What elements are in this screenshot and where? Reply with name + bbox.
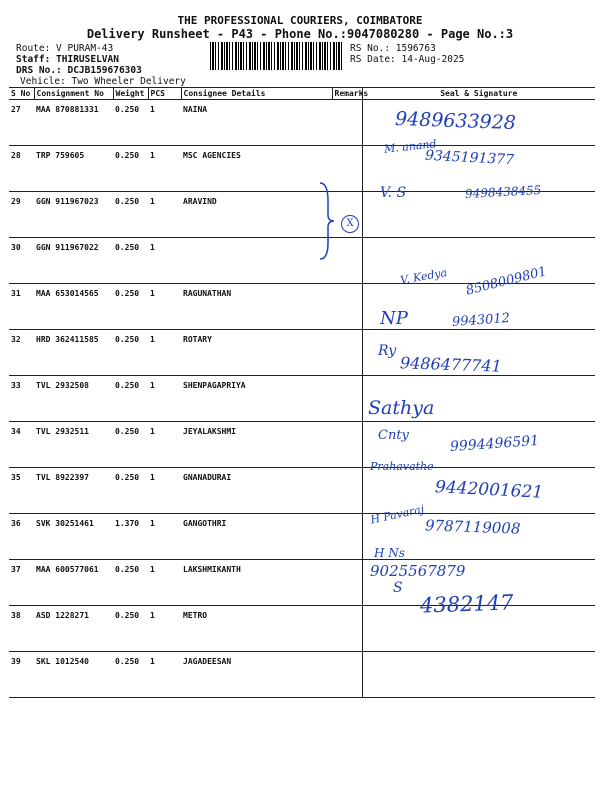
table-row bbox=[9, 652, 595, 698]
cell-pcs: 1 bbox=[148, 146, 181, 192]
cell-consignment: TVL 2932511 bbox=[34, 422, 113, 468]
cell-consignee: ROTARY bbox=[181, 330, 332, 376]
cell-remarks bbox=[332, 330, 362, 376]
cell-pcs: 1 bbox=[148, 468, 181, 514]
cell-pcs: 1 bbox=[148, 514, 181, 560]
handwritten-initial-39: S bbox=[393, 580, 403, 596]
handwritten-phone-38: 9025567879 bbox=[370, 562, 466, 580]
cell-remarks bbox=[332, 146, 362, 192]
table-row bbox=[9, 330, 595, 376]
cell-signature bbox=[362, 652, 595, 698]
cell-weight: 0.250 bbox=[113, 330, 148, 376]
company-title: THE PROFESSIONAL COURIERS, COIMBATORE bbox=[177, 14, 423, 27]
cell-signature bbox=[362, 238, 595, 284]
cell-remarks bbox=[332, 606, 362, 652]
staff-label: Staff: THIRUSELVAN bbox=[16, 54, 119, 65]
vehicle-label: Vehicle: Two Wheeler Delivery bbox=[20, 76, 186, 87]
cell-pcs: 1 bbox=[148, 560, 181, 606]
handwritten-phone-29: 9498438455 bbox=[464, 183, 542, 201]
cell-remarks bbox=[332, 422, 362, 468]
drs-number: DRS No.: DCJB159676303 bbox=[16, 65, 142, 76]
handwritten-phone-27: 9489633928 bbox=[394, 107, 517, 135]
cell-consignee: JEYALAKSHMI bbox=[181, 422, 332, 468]
cell-consignment: TVL 8922397 bbox=[34, 468, 113, 514]
handwritten-phone-37: 9787119008 bbox=[424, 516, 521, 538]
handwritten-initial-35: Cnty bbox=[378, 428, 409, 443]
handwritten-phone-35: 9994496591 bbox=[449, 432, 540, 456]
handwritten-name-37: H Pavaraj bbox=[369, 502, 426, 527]
remark-cross-mark: X bbox=[341, 215, 359, 233]
rs-date: RS Date: 14-Aug-2025 bbox=[350, 54, 465, 65]
cell-remarks bbox=[332, 284, 362, 330]
handwritten-phone-33: 9486477741 bbox=[399, 353, 503, 376]
handwritten-name-28: M. anand bbox=[383, 137, 438, 156]
handwritten-initial-38: H Ns bbox=[374, 546, 405, 560]
cell-remarks bbox=[332, 238, 362, 284]
cell-weight: 0.250 bbox=[113, 422, 148, 468]
bracket-mark bbox=[318, 181, 336, 261]
cell-consignee: GNANADURAI bbox=[181, 468, 332, 514]
handwritten-phone-36: 9442001621 bbox=[434, 477, 544, 503]
cell-pcs: 1 bbox=[148, 606, 181, 652]
cell-weight: 0.250 bbox=[113, 192, 148, 238]
cell-consignee bbox=[181, 238, 332, 284]
cell-sno: 39 bbox=[9, 652, 34, 698]
cell-weight: 0.250 bbox=[113, 468, 148, 514]
col-sno: S No bbox=[9, 88, 34, 100]
handwritten-number-39: 4382147 bbox=[419, 590, 514, 618]
cell-weight: 0.250 bbox=[113, 376, 148, 422]
table-header-row bbox=[9, 88, 595, 100]
cell-consignee: ARAVIND bbox=[181, 192, 332, 238]
cell-consignee: RAGUNATHAN bbox=[181, 284, 332, 330]
cell-sno: 36 bbox=[9, 514, 34, 560]
col-consignee: Consignee Details bbox=[181, 88, 332, 100]
cell-sno: 37 bbox=[9, 560, 34, 606]
col-pcs: PCS bbox=[148, 88, 181, 100]
cell-weight: 0.250 bbox=[113, 606, 148, 652]
cell-sno: 30 bbox=[9, 238, 34, 284]
cell-consignee: NAINA bbox=[181, 100, 332, 146]
handwritten-name-36: Prahavathe bbox=[370, 460, 434, 473]
cell-pcs: 1 bbox=[148, 376, 181, 422]
cell-remarks bbox=[332, 100, 362, 146]
cell-sno: 32 bbox=[9, 330, 34, 376]
cell-consignment: TVL 2932508 bbox=[34, 376, 113, 422]
cell-consignment: SVK 30251461 bbox=[34, 514, 113, 560]
cell-remarks bbox=[332, 468, 362, 514]
handwritten-phone-32: 9943012 bbox=[451, 310, 511, 331]
handwritten-initial-33: Ry bbox=[378, 343, 397, 359]
cell-consignee: GANGOTHRI bbox=[181, 514, 332, 560]
cell-sno: 29 bbox=[9, 192, 34, 238]
handwritten-initial-32: NP bbox=[380, 308, 408, 329]
cell-consignee: SHENPAGAPRIYA bbox=[181, 376, 332, 422]
cell-sno: 33 bbox=[9, 376, 34, 422]
handwritten-phone-31: 8508009801 bbox=[464, 264, 549, 299]
cell-consignment: HRD 362411585 bbox=[34, 330, 113, 376]
cell-pcs: 1 bbox=[148, 192, 181, 238]
rs-number: RS No.: 1596763 bbox=[350, 43, 436, 54]
cell-weight: 0.250 bbox=[113, 560, 148, 606]
cell-remarks bbox=[332, 514, 362, 560]
cell-consignee: JAGADEESAN bbox=[181, 652, 332, 698]
cell-weight: 0.250 bbox=[113, 100, 148, 146]
cell-remarks bbox=[332, 376, 362, 422]
cell-weight: 0.250 bbox=[113, 238, 148, 284]
cell-sno: 28 bbox=[9, 146, 34, 192]
col-remarks: Remarks bbox=[332, 88, 362, 100]
cell-consignment: ASD 1228271 bbox=[34, 606, 113, 652]
cell-consignment: MAA 870881331 bbox=[34, 100, 113, 146]
runsheet-subtitle: Delivery Runsheet - P43 - Phone No.:9047080280 - Page No.:3 bbox=[86, 27, 514, 41]
table-row bbox=[9, 376, 595, 422]
cell-consignment: TRP 759605 bbox=[34, 146, 113, 192]
col-seal-signature: Seal & Signature bbox=[362, 88, 595, 100]
cell-consignment: SKL 1012540 bbox=[34, 652, 113, 698]
route-label: Route: V PURAM-43 bbox=[16, 43, 114, 54]
cell-consignee: METRO bbox=[181, 606, 332, 652]
cell-consignment: MAA 653014565 bbox=[34, 284, 113, 330]
cell-pcs: 1 bbox=[148, 422, 181, 468]
col-consignment: Consignment No bbox=[34, 88, 113, 100]
handwritten-initial-29: V. S bbox=[380, 185, 407, 201]
handwritten-name-35: Sathya bbox=[368, 397, 435, 419]
cell-weight: 0.250 bbox=[113, 652, 148, 698]
cell-remarks bbox=[332, 652, 362, 698]
cell-consignment: GGN 911967022 bbox=[34, 238, 113, 284]
cell-consignment: GGN 911967023 bbox=[34, 192, 113, 238]
cell-remarks bbox=[332, 560, 362, 606]
cell-pcs: 1 bbox=[148, 100, 181, 146]
handwritten-phone-28: 9345191377 bbox=[424, 147, 515, 169]
cell-consignee: LAKSHMIKANTH bbox=[181, 560, 332, 606]
cell-pcs: 1 bbox=[148, 238, 181, 284]
cell-sno: 38 bbox=[9, 606, 34, 652]
cell-weight: 0.250 bbox=[113, 146, 148, 192]
cell-sno: 31 bbox=[9, 284, 34, 330]
cell-weight: 1.370 bbox=[113, 514, 148, 560]
cell-consignment: MAA 600577061 bbox=[34, 560, 113, 606]
cell-pcs: 1 bbox=[148, 284, 181, 330]
cell-consignee: MSC AGENCIES bbox=[181, 146, 332, 192]
cell-weight: 0.250 bbox=[113, 284, 148, 330]
cell-pcs: 1 bbox=[148, 652, 181, 698]
cell-sno: 35 bbox=[9, 468, 34, 514]
cell-pcs: 1 bbox=[148, 330, 181, 376]
cell-sno: 27 bbox=[9, 100, 34, 146]
barcode bbox=[210, 42, 343, 70]
col-weight: Weight bbox=[113, 88, 148, 100]
handwritten-name-31: V. Kedya bbox=[399, 265, 449, 288]
cell-sno: 34 bbox=[9, 422, 34, 468]
